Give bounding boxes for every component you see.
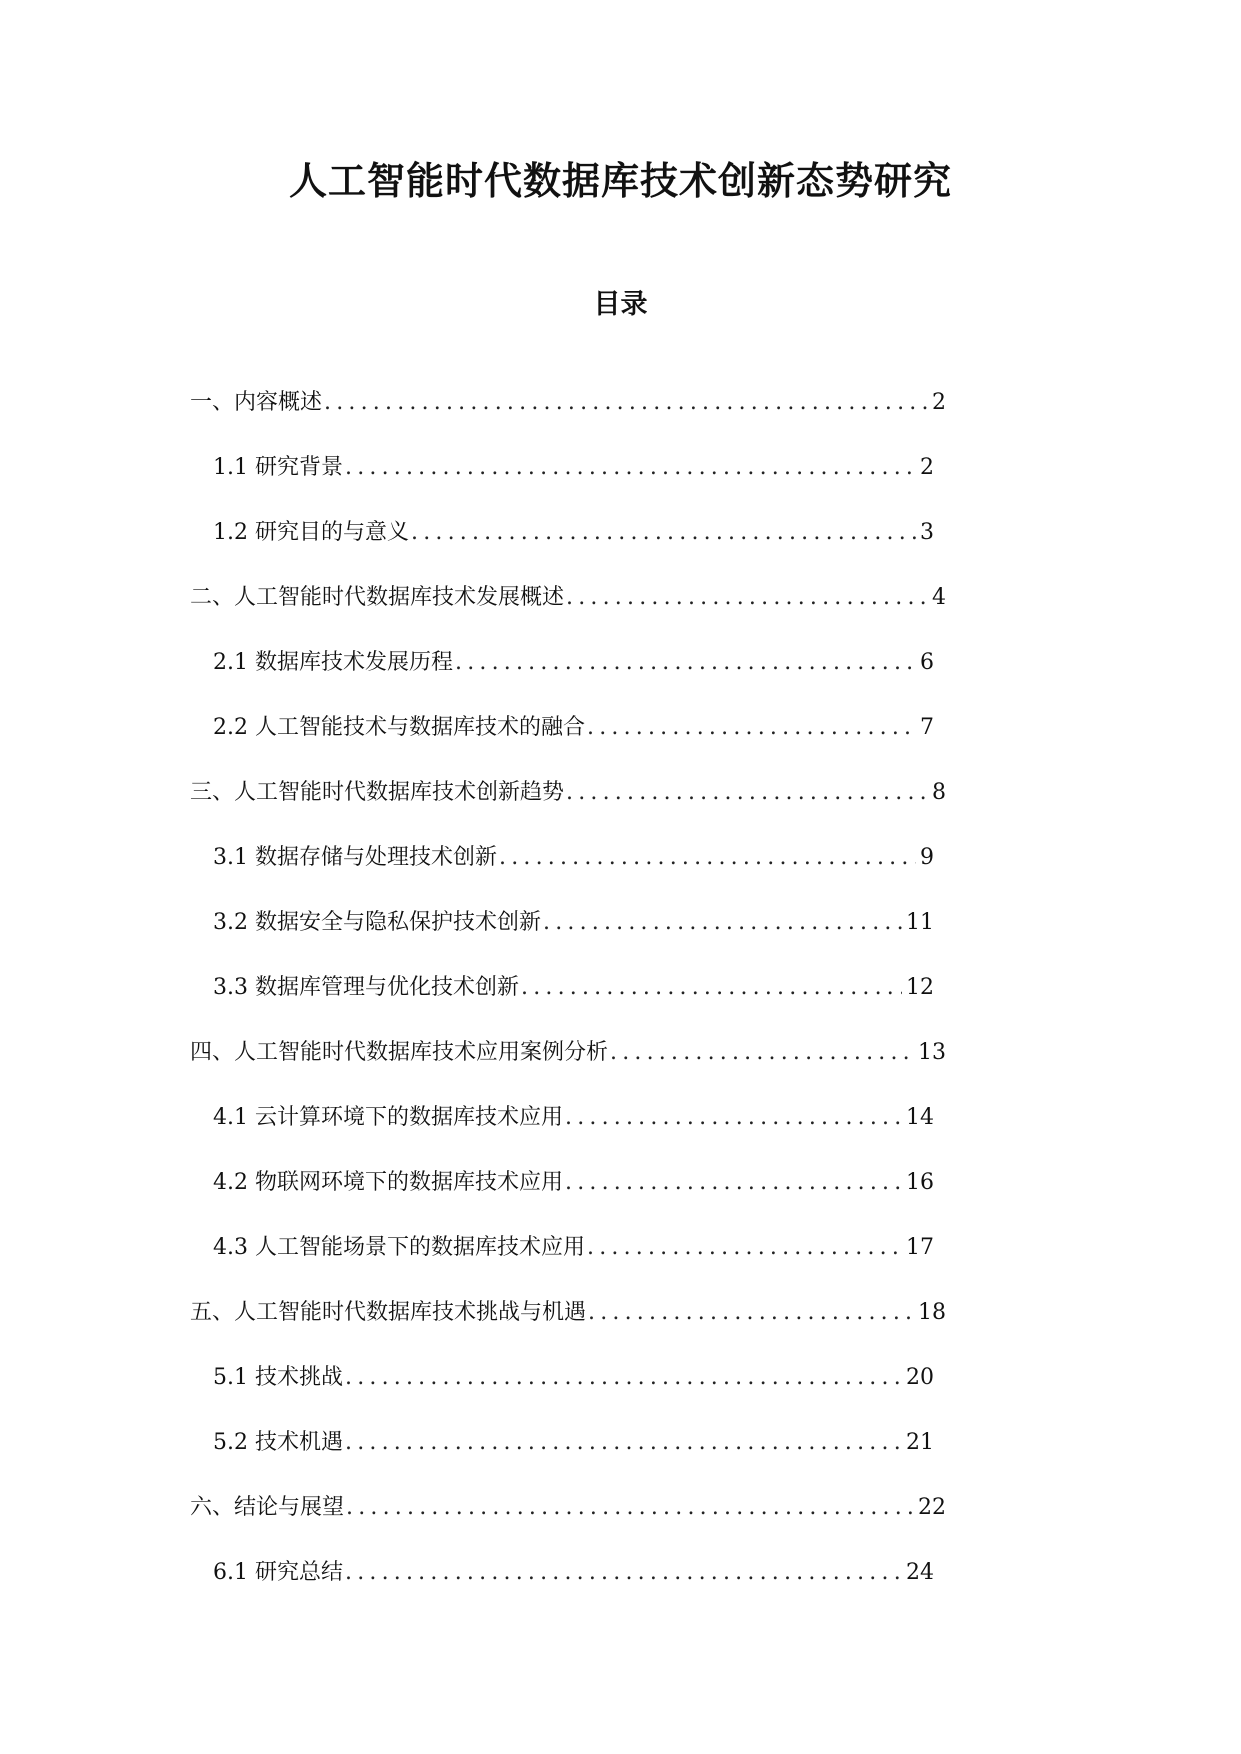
- toc-entry-number: 5.2: [213, 1430, 255, 1455]
- toc-entry-number: 二、: [190, 585, 235, 610]
- toc-entry[interactable]: [0, 516, 934, 581]
- toc-entry-page: 14: [906, 1105, 934, 1130]
- toc-entry-number: 4.3: [213, 1235, 255, 1260]
- toc-entry-label: 技术机遇: [254, 1430, 343, 1455]
- toc-entry-label: 内容概述: [234, 390, 323, 415]
- toc-entry-page: 20: [906, 1365, 934, 1390]
- toc-entry-number: 4.1: [213, 1105, 255, 1130]
- toc-entry-page: 9: [920, 845, 934, 870]
- table-of-contents: [0, 386, 1241, 1621]
- toc-dot-leader: [565, 1166, 902, 1200]
- toc-entry[interactable]: [0, 1296, 946, 1361]
- toc-entry-page: 11: [906, 910, 934, 935]
- toc-entry-label: 数据存储与处理技术创新: [254, 845, 497, 870]
- toc-dot-leader: [521, 971, 902, 1005]
- toc-entry[interactable]: [0, 1491, 946, 1556]
- toc-entry-label: 研究背景: [254, 455, 343, 480]
- toc-heading: 目录: [593, 289, 648, 320]
- toc-dot-leader: [566, 776, 928, 810]
- toc-entry[interactable]: [0, 971, 934, 1036]
- toc-entry-number: 六、: [190, 1495, 235, 1520]
- toc-dot-leader: [587, 1231, 902, 1265]
- toc-entry-label: 研究总结: [254, 1560, 343, 1585]
- toc-entry[interactable]: [0, 1556, 934, 1621]
- toc-entry-number: 1.2: [213, 520, 255, 545]
- toc-entry[interactable]: [0, 1426, 934, 1491]
- toc-entry-number: 3.3: [213, 975, 255, 1000]
- toc-entry-page: 13: [918, 1040, 946, 1065]
- toc-entry[interactable]: [0, 1231, 934, 1296]
- toc-entry-label: 人工智能时代数据库技术应用案例分析: [234, 1040, 609, 1065]
- toc-entry-page: 17: [906, 1235, 934, 1260]
- toc-entry-label: 结论与展望: [234, 1495, 345, 1520]
- toc-dot-leader: [565, 1101, 902, 1135]
- toc-entry-label: 物联网环境下的数据库技术应用: [254, 1170, 563, 1195]
- toc-entry-page: 4: [932, 585, 946, 610]
- toc-entry[interactable]: [0, 906, 934, 971]
- toc-entry[interactable]: [0, 1361, 934, 1426]
- toc-dot-leader: [346, 1491, 914, 1525]
- toc-entry-page: 22: [918, 1495, 946, 1520]
- toc-dot-leader: [455, 646, 916, 680]
- toc-dot-leader: [345, 1556, 902, 1590]
- toc-entry-page: 24: [906, 1560, 934, 1585]
- toc-entry-label: 人工智能时代数据库技术创新趋势: [234, 780, 565, 805]
- toc-entry-page: 21: [906, 1430, 934, 1455]
- toc-dot-leader: [610, 1036, 914, 1070]
- toc-entry[interactable]: [0, 581, 946, 646]
- toc-dot-leader: [588, 1296, 914, 1330]
- toc-dot-leader: [411, 516, 916, 550]
- toc-entry[interactable]: [0, 1101, 934, 1166]
- toc-entry-number: 6.1: [213, 1560, 255, 1585]
- toc-entry-number: 2.1: [213, 650, 255, 675]
- toc-entry[interactable]: [0, 386, 946, 451]
- toc-entry-page: 2: [932, 390, 946, 415]
- toc-entry[interactable]: [0, 451, 934, 516]
- toc-entry-number: 4.2: [213, 1170, 255, 1195]
- toc-entry-label: 技术挑战: [254, 1365, 343, 1390]
- toc-entry[interactable]: [0, 841, 934, 906]
- toc-dot-leader: [543, 906, 902, 940]
- toc-entry-label: 人工智能技术与数据库技术的融合: [254, 715, 585, 740]
- toc-entry-number: 3.2: [213, 910, 255, 935]
- toc-entry-number: 三、: [190, 780, 235, 805]
- toc-dot-leader: [324, 386, 928, 420]
- toc-entry-number: 3.1: [213, 845, 255, 870]
- toc-dot-leader: [587, 711, 916, 745]
- toc-entry-page: 8: [932, 780, 946, 805]
- toc-entry[interactable]: [0, 711, 934, 776]
- toc-entry-label: 人工智能场景下的数据库技术应用: [254, 1235, 585, 1260]
- toc-entry-number: 2.2: [213, 715, 255, 740]
- toc-entry-number: 四、: [190, 1040, 235, 1065]
- toc-entry-number: 一、: [190, 390, 235, 415]
- toc-dot-leader: [499, 841, 916, 875]
- toc-entry-page: 3: [920, 520, 934, 545]
- toc-entry-page: 12: [906, 975, 934, 1000]
- toc-entry-number: 五、: [190, 1300, 235, 1325]
- toc-entry-label: 研究目的与意义: [254, 520, 409, 545]
- toc-entry-page: 16: [906, 1170, 934, 1195]
- toc-entry-label: 人工智能时代数据库技术挑战与机遇: [234, 1300, 587, 1325]
- toc-dot-leader: [345, 1426, 902, 1460]
- toc-dot-leader: [345, 1361, 902, 1395]
- toc-entry-label: 人工智能时代数据库技术发展概述: [234, 585, 565, 610]
- toc-entry-label: 云计算环境下的数据库技术应用: [254, 1105, 563, 1130]
- toc-entry-page: 6: [920, 650, 934, 675]
- toc-dot-leader: [345, 451, 916, 485]
- document-title: 人工智能时代数据库技术创新态势研究: [288, 159, 952, 203]
- toc-entry[interactable]: [0, 1166, 934, 1231]
- toc-entry-label: 数据库技术发展历程: [254, 650, 453, 675]
- toc-entry-page: 2: [920, 455, 934, 480]
- toc-entry-number: 5.1: [213, 1365, 255, 1390]
- toc-entry-page: 18: [918, 1300, 946, 1325]
- toc-entry-page: 7: [920, 715, 934, 740]
- toc-entry[interactable]: [0, 646, 934, 711]
- toc-entry[interactable]: [0, 1036, 946, 1101]
- toc-entry-label: 数据安全与隐私保护技术创新: [254, 910, 541, 935]
- toc-entry-label: 数据库管理与优化技术创新: [254, 975, 519, 1000]
- toc-dot-leader: [566, 581, 928, 615]
- toc-entry[interactable]: [0, 776, 946, 841]
- toc-entry-number: 1.1: [213, 455, 255, 480]
